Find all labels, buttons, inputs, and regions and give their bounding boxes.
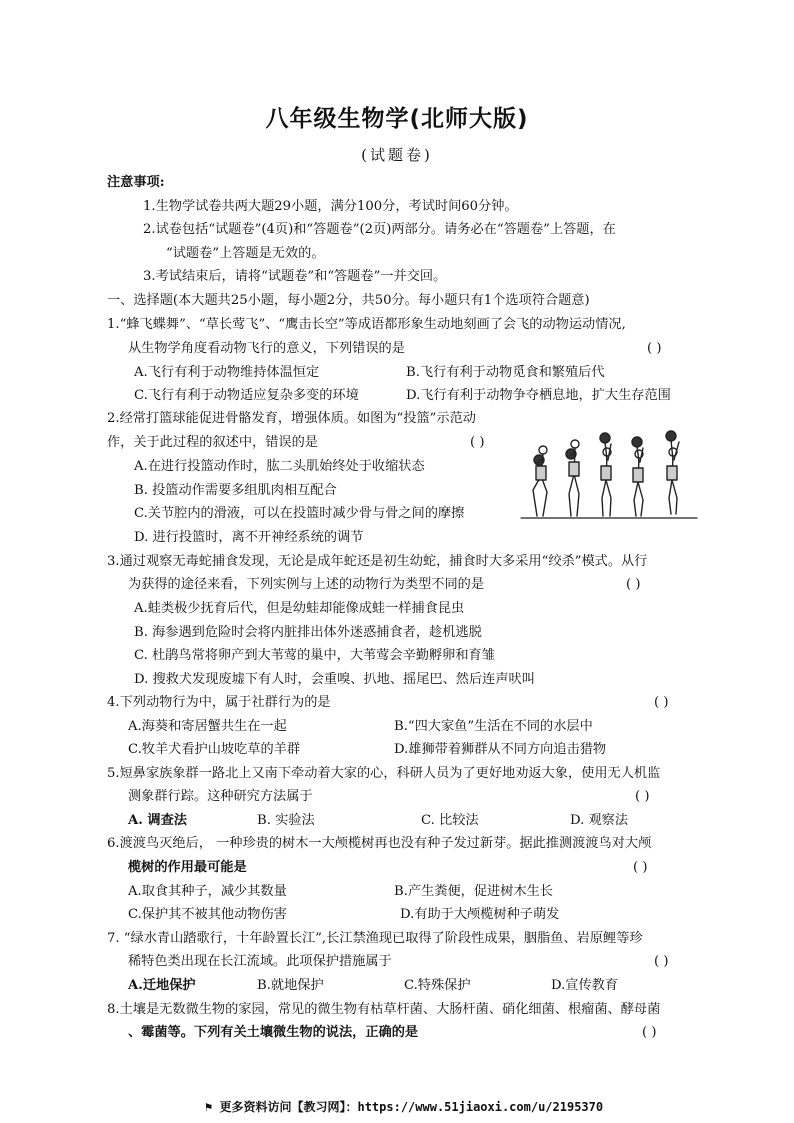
option-d: D. 观察法 [570,813,629,828]
option-b: B. 实验法 [257,813,315,828]
option-d: D.雄狮带着狮群从不同方向追击猎物 [394,742,607,757]
option-a: A.迁地保护 [128,978,196,993]
answer-parentheses: ( ) [635,789,650,804]
answer-parentheses: ( ) [654,695,669,710]
answer-parentheses: ( ) [626,577,641,592]
option-a: A.飞行有利于动物维持体温恒定 [134,365,320,380]
question-stem: 8.土壤是无数微生物的家园，常见的微生物有枯草杆菌、大肠杆菌、硝化细菌、根瘤菌、酵母菌 [107,1002,661,1017]
question-stem: 榄树的作用最可能是 [128,860,247,875]
answer-parentheses: ( ) [647,341,662,356]
footer-text: 更多资料访问【教习网】：https://www.51jiaoxi.com/u/2195370 [219,1100,604,1114]
notes-item: 3.考试结束后，请将“试题卷”和“答题卷”一并交回。 [143,269,447,284]
footer-link[interactable] [205,1098,603,1115]
option-a: A.在进行投篮动作时，肱二头肌始终处于收缩状态 [134,459,425,474]
option-c: C.关节腔内的滑液，可以在投篮时减少骨与骨之间的摩擦 [134,506,465,521]
option-d: D.有助于大颅榄树种子萌发 [400,907,560,922]
option-c: C.保护其不被其他动物伤害 [128,907,287,922]
option-c: C. 比较法 [421,813,479,828]
option-b: B. 海参遇到危险时会将内脏排出体外迷惑捕食者，趁机逃脱 [134,625,482,640]
question-stem: 2.经常打篮球能促进骨骼发育，增强体质。如图为“投篮”示范动 [107,411,476,426]
option-d: D.宣传教育 [551,978,619,993]
flag-icon: ⚑ [205,1100,213,1114]
answer-parentheses: ( ) [633,860,648,875]
question-stem: 4.下列动物行为中，属于社群行为的是 [107,695,331,710]
option-d: D. 进行投篮时，离不开神经系统的调节 [134,530,364,545]
section-heading: 一、选择题(本大题共25小题，每小题2分，共50分。每小题只有1个选项符合题意) [107,293,590,308]
option-d: D.飞行有利于动物争夺栖息地，扩大生存范围 [406,388,671,403]
option-a: A.取食其种子，减少其数量 [128,884,287,899]
page-title: 八年级生物学(北师大版) [265,106,529,132]
option-a: A. 调查法 [128,813,187,828]
notes-heading: 注意事项: [107,175,165,190]
option-b: B.飞行有利于动物觅食和繁殖后代 [406,365,605,380]
question-stem: 稀特色类出现在长江流域。此项保护措施属于 [128,954,392,969]
option-b: B. 投篮动作需要多组肌肉相互配合 [134,483,337,498]
answer-parentheses: ( ) [470,435,485,450]
question-stem: 测象群行踪。这种研究方法属于 [128,789,313,804]
page-subtitle: (试题卷) [361,146,433,164]
player-pose-3-icon [600,433,611,516]
answer-parentheses: ( ) [642,1025,657,1040]
option-a: A.海葵和寄居蟹共生在一起 [128,719,287,734]
question-stem: 作，关于此过程的叙述中，错误的是 [107,435,318,450]
question-stem: 从生物学角度看动物飞行的意义，下列错误的是 [128,341,405,356]
option-a: A.蛙类极少抚育后代，但是幼蛙却能像成蛙一样捕食昆虫 [134,601,465,616]
question-stem: 5.短鼻家族象群一路北上又南下牵动着大家的心，科研人员为了更好地劝返大象，使用无人机监 [107,766,661,781]
basketball-shot-figure [519,430,699,522]
question-stem: 3.通过观察无毒蛇捕食发现，无论是成年蛇还是初生幼蛇，捕食时大多采用“绞杀”模式。从行 [107,554,648,569]
player-pose-4-icon [632,437,643,516]
option-d: D. 搜救犬发现废墟下有人时，会重嗅、扒地、摇尾巴、然后连声吠叫 [134,672,535,687]
question-stem: 、霉菌等。下列有关土壤微生物的说法，正确的是 [128,1025,419,1040]
question-stem: 为获得的途径来看，下列实例与上述的动物行为类型不同的是 [128,577,485,592]
option-b: B.产生粪便，促进树木生长 [394,884,553,899]
option-c: C.牧羊犬看护山坡吃草的羊群 [128,742,301,757]
option-b: B.“四大家鱼”生活在不同的水层中 [394,719,593,734]
notes-item: 2.试卷包括“试题卷”(4页)和“答题卷”(2页)两部分。请务必在“答题卷”上答题，在 [143,222,616,237]
option-c: C. 杜鹃鸟常将卵产到大苇莺的巢中，大苇莺会辛勤孵卵和育雏 [134,648,495,663]
player-pose-1-icon [533,446,547,516]
option-c: C.飞行有利于动物适应复杂多变的环境 [134,388,359,403]
notes-item: 1.生物学试卷共两大题29小题，满分100分，考试时间60分钟。 [143,199,518,214]
notes-item: “试题卷”上答题是无效的。 [166,246,325,261]
question-stem: 1.“蜂飞蝶舞”、“草长莺飞”、“鹰击长空”等成语都形象生动地刻画了会飞的动物运动情况, [107,317,626,332]
answer-parentheses: ( ) [654,954,669,969]
player-pose-5-icon [666,431,679,514]
question-stem: 7. “绿水青山踏歌行，十年龄置长江”,长江禁渔现已取得了阶段性成果，胭脂鱼、岩原鲤等珍 [107,931,643,946]
question-stem: 6.渡渡鸟灭绝后， 一种珍贵的树木一大颅榄树再也没有种子发过新芽。据此推测渡渡鸟对大颅 [107,836,652,851]
player-pose-2-icon [566,440,579,516]
option-c: C.特殊保护 [404,978,471,993]
option-b: B.就地保护 [257,978,324,993]
